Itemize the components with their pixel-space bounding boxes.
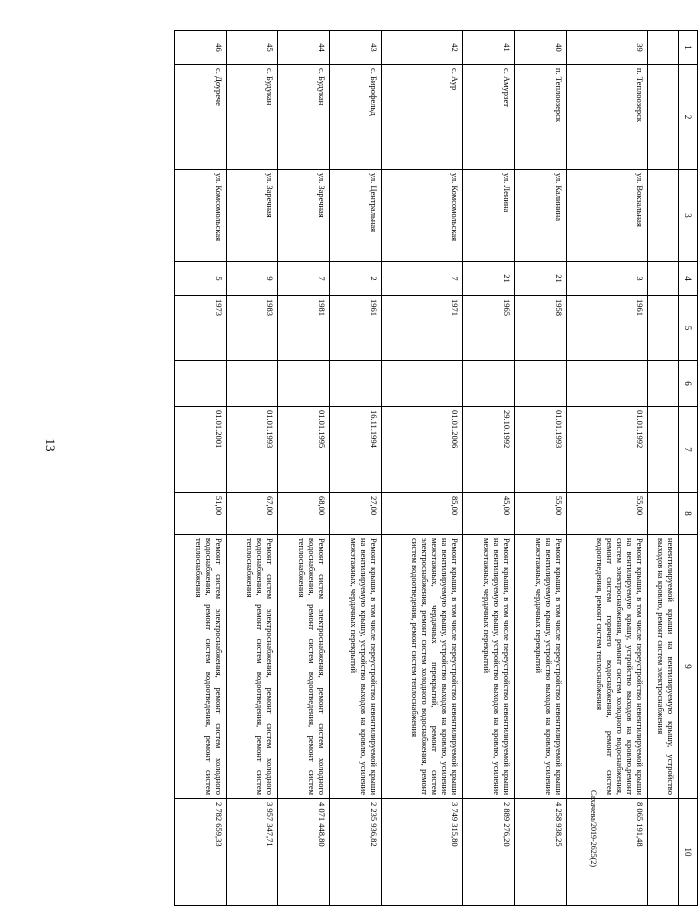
- empty-cell: [463, 361, 515, 407]
- build-year-cell: 1965: [463, 296, 515, 361]
- cell: [648, 296, 679, 361]
- privatization-date-cell: 29.10.1992: [463, 407, 515, 493]
- cost-cell: 3 749 315,80: [381, 799, 462, 906]
- privatization-date-cell: 01.01.1993: [226, 407, 278, 493]
- cost-cell: 8 065 191,48: [566, 799, 647, 906]
- cost-cell: 2 782 659,33: [175, 799, 227, 906]
- wear-percent-cell: 45,00: [463, 493, 515, 535]
- row-number: 43: [330, 31, 382, 65]
- repair-program-table: [174, 30, 698, 906]
- cell: [648, 361, 679, 407]
- continuation-description: невентилируемой крыши на вентилируемую крышу, устройство выходов на кровлю, ремонт систем электроснабжения: [648, 535, 679, 799]
- cell: [648, 65, 679, 170]
- row-number: 45: [226, 31, 278, 65]
- settlement-cell: с. Амурзет: [463, 65, 515, 170]
- row-number: 40: [514, 31, 566, 65]
- col-header: 6: [679, 361, 698, 407]
- cell: [648, 493, 679, 535]
- cell: [648, 799, 679, 906]
- privatization-date-cell: 01.01.2006: [381, 407, 462, 493]
- row-number: 44: [278, 31, 330, 65]
- table-row: [226, 31, 278, 906]
- street-cell: ул. Центральная: [330, 170, 382, 262]
- works-description-cell: Ремонт систем электроснабжения, ремонт систем холодного водоснабжения, ремонт систем водоотведения, ремонт систем теплоснабжения: [278, 535, 330, 799]
- privatization-date-cell: 01.01.1995: [278, 407, 330, 493]
- row-number: 42: [381, 31, 462, 65]
- works-description-cell: Ремонт систем электроснабжения, ремонт систем холодного водоснабжения, ремонт систем водоотведения, ремонт систем теплоснабжения: [175, 535, 227, 799]
- works-description-cell: Ремонт крыши, в том числе переустройство невентилируемой крыши на вентилируемую крышу, устройство выходов на кровлю,ремонт систем электроснабжения, ремонт систем холодного водоснабжения, ремонт систем горячего водоснабжения, ремонт систем водоотведения, ремонт систем теплоснабжения: [566, 535, 647, 799]
- wear-percent-cell: 55,00: [566, 493, 647, 535]
- cost-cell: 2 889 276,20: [463, 799, 515, 906]
- col-header: 8: [679, 493, 698, 535]
- table-row: [175, 31, 227, 906]
- cell: [648, 407, 679, 493]
- build-year-cell: 1973: [175, 296, 227, 361]
- col-header: 2: [679, 65, 698, 170]
- settlement-cell: п. Теплоозерск: [514, 65, 566, 170]
- wear-percent-cell: 51,00: [175, 493, 227, 535]
- settlement-cell: с. Доурече: [175, 65, 227, 170]
- wear-percent-cell: 68,00: [278, 493, 330, 535]
- settlement-cell: с. Будукан: [226, 65, 278, 170]
- house-number-cell: 7: [278, 262, 330, 296]
- table-row: [514, 31, 566, 906]
- cost-cell: 3 957 347,71: [226, 799, 278, 906]
- house-number-cell: 7: [381, 262, 462, 296]
- row-number: 41: [463, 31, 515, 65]
- build-year-cell: 1983: [226, 296, 278, 361]
- empty-cell: [381, 361, 462, 407]
- table-row: [278, 31, 330, 906]
- table-row: [566, 31, 647, 906]
- empty-cell: [566, 361, 647, 407]
- privatization-date-cell: 16.11.1994: [330, 407, 382, 493]
- settlement-cell: п. Теплоозерск: [566, 65, 647, 170]
- privatization-date-cell: 01.01.2001: [175, 407, 227, 493]
- settlement-cell: с. Аур: [381, 65, 462, 170]
- cost-cell: 4 258 938,25: [514, 799, 566, 906]
- cell: [648, 31, 679, 65]
- col-header: 10: [679, 799, 698, 906]
- row-number: 39: [566, 31, 647, 65]
- house-number-cell: 9: [226, 262, 278, 296]
- street-cell: ул. Калинина: [514, 170, 566, 262]
- wear-percent-cell: 67,00: [226, 493, 278, 535]
- settlement-cell: с. Будукан: [278, 65, 330, 170]
- col-header: 4: [679, 262, 698, 296]
- table-row: [381, 31, 462, 906]
- table-row: [463, 31, 515, 906]
- street-cell: ул. Комсомольская: [175, 170, 227, 262]
- build-year-cell: 1971: [381, 296, 462, 361]
- table-row: [330, 31, 382, 906]
- works-description-cell: Ремонт крыши, в том числе переустройство невентилируемой крыши на вентилируемую крышу, устройство выходов на кровлю, усиление межэтажных, чердачных перекрытий, ремонт систем электроснабжения, ремонт систем холодного водоснабжения, ремонт систем водоотведения, ремонт систем теплоснабжения: [381, 535, 462, 799]
- house-number-cell: 2: [330, 262, 382, 296]
- street-cell: ул. Комсомольская: [381, 170, 462, 262]
- house-number-cell: 21: [463, 262, 515, 296]
- works-description-cell: Ремонт систем электроснабжения, ремонт систем холодного водоснабжения, ремонт систем водоотведения, ремонт систем теплоснабжения: [226, 535, 278, 799]
- header-row: [679, 31, 698, 906]
- col-header: 1: [679, 31, 698, 65]
- wear-percent-cell: 27,00: [330, 493, 382, 535]
- col-header: 9: [679, 535, 698, 799]
- cell: [648, 262, 679, 296]
- col-header: 7: [679, 407, 698, 493]
- privatization-date-cell: 01.01.1993: [514, 407, 566, 493]
- empty-cell: [226, 361, 278, 407]
- street-cell: ул. Вокзальная: [566, 170, 647, 262]
- works-description-cell: Ремонт крыши, в том числе переустройство невентилируемой крыши на вентилируемую крышу, устройство выходов на кровлю, усиление межэтажных, чердачных перекрытий: [330, 535, 382, 799]
- build-year-cell: 1961: [330, 296, 382, 361]
- build-year-cell: 1961: [566, 296, 647, 361]
- footer-code: Сахачева/2019-2625(2): [589, 790, 598, 868]
- street-cell: ул. Заречная: [226, 170, 278, 262]
- street-cell: ул. Ленина: [463, 170, 515, 262]
- works-description-cell: Ремонт крыши, в том числе переустройство невентилируемой крыши на вентилируемую крышу, устройство выходов на кровлю, усиление межэтажных, чердачных перекрытий: [514, 535, 566, 799]
- col-header: 3: [679, 170, 698, 262]
- cost-cell: 2 235 936,82: [330, 799, 382, 906]
- privatization-date-cell: 01.01.1992: [566, 407, 647, 493]
- empty-cell: [175, 361, 227, 407]
- cost-cell: 4 071 448,80: [278, 799, 330, 906]
- build-year-cell: 1958: [514, 296, 566, 361]
- page-number: 13: [43, 438, 58, 452]
- row-number: 46: [175, 31, 227, 65]
- house-number-cell: 21: [514, 262, 566, 296]
- cell: [648, 170, 679, 262]
- street-cell: ул. Заречная: [278, 170, 330, 262]
- wear-percent-cell: 85,00: [381, 493, 462, 535]
- works-description-cell: Ремонт крыши, в том числе переустройство невентилируемой крыши на вентилируемую крышу, устройство выходов на кровлю, усиление межэтажных, чердачных перекрытий: [463, 535, 515, 799]
- build-year-cell: 1981: [278, 296, 330, 361]
- rotated-page: [174, 30, 698, 905]
- house-number-cell: 5: [175, 262, 227, 296]
- settlement-cell: с. Бирофельд: [330, 65, 382, 170]
- wear-percent-cell: 55,00: [514, 493, 566, 535]
- house-number-cell: 3: [566, 262, 647, 296]
- continuation-row: [648, 31, 679, 906]
- empty-cell: [514, 361, 566, 407]
- empty-cell: [330, 361, 382, 407]
- empty-cell: [278, 361, 330, 407]
- col-header: 5: [679, 296, 698, 361]
